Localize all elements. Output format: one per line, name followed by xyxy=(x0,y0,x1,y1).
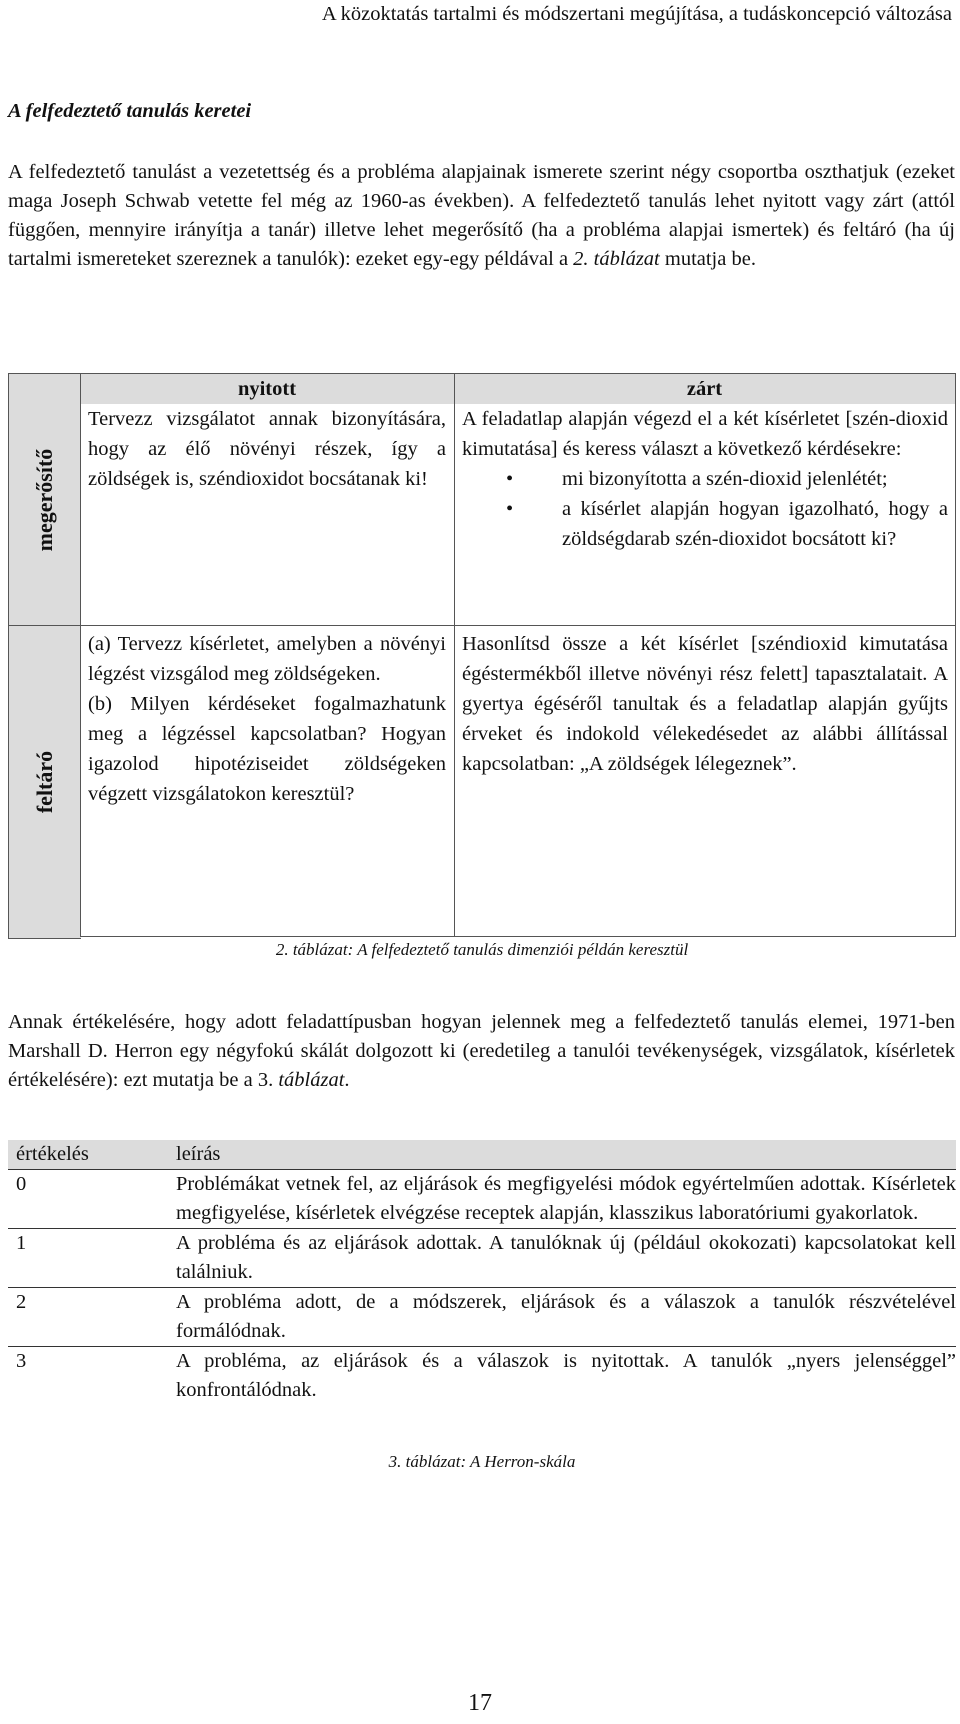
grid-line xyxy=(80,625,956,626)
second-text-end: . xyxy=(344,1069,350,1091)
grid-line xyxy=(80,936,956,937)
intro-text: A felfedeztető tanulást a vezetettség és a probléma alapjainak ismerete szerint négy csoportba oszthatjuk (ezeket maga Joseph Schwab vetette fel még az 1960-as években). A felfedeztető tanulás lehet nyitott vagy zárt (attól függően, mennyire irányítja a tanár) illetve lehet megerősítő (ha a probléma alapjai ismertek) és feltáró (ha új tartalmi ismereteket szereznek a tanulók): ezeket egy-egy példával a xyxy=(8,161,955,270)
col-header-open: nyitott xyxy=(80,373,454,404)
col-header-closed: zárt xyxy=(454,373,955,404)
grid-line xyxy=(454,373,455,937)
table2-caption: 2. táblázat: A felfedeztető tanulás dimenziói példán keresztül xyxy=(275,940,689,959)
cell-exploring-open-b: (b) Milyen kérdéseket fogalmazhatunk meg a légzéssel kapcsolatban? Hogyan igazolod hipotéziseidet zöldségeken végzett vizsgálatokon keresztül? xyxy=(88,693,446,805)
question-item: • mi bizonyította a szén-dioxid jelenlétét; xyxy=(462,464,948,494)
cell-confirming-closed-intro: A feladatlap alapján végezd el a két kísérletet [szén-dioxid kimutatása] és keress választ a következő kérdésekre: xyxy=(462,408,948,460)
herron-scale-table xyxy=(8,1140,956,1405)
row-header-exploring-label: feltáró xyxy=(32,750,57,814)
row-header-confirming-label: megerősítő xyxy=(32,448,57,552)
table3-caption: 3. táblázat: A Herron-skála xyxy=(388,1452,576,1471)
table-header-row xyxy=(8,1140,956,1170)
running-head: A közoktatás tartalmi és módszertani megújítása, a tudáskoncepció változása xyxy=(321,3,952,25)
row-header-confirming xyxy=(8,373,81,626)
cell-confirming-open: Tervezz vizsgálatot annak bizonyítására, hogy az élő növényi részek, így a zöldségek is, széndioxidot bocsátanak ki! xyxy=(88,408,446,490)
intro-table-ref: 2. táblázat xyxy=(573,248,660,270)
exploration-dimensions-table xyxy=(8,373,956,938)
rating-cell: 2 xyxy=(8,1288,168,1347)
description-cell: A probléma és az eljárások adottak. A tanulóknak új (például okokozati) kapcsolatokat kell találniuk. xyxy=(168,1229,956,1288)
grid-line xyxy=(80,373,81,937)
table-row xyxy=(8,1347,956,1406)
page-number: 17 xyxy=(468,1690,492,1716)
description-cell: A probléma, az eljárások és a válaszok is nyitottak. A tanulók „nyers jelenséggel” konfrontálódnak. xyxy=(168,1347,956,1406)
description-cell: Problémákat vetnek fel, az eljárások és megfigyelési módok egyértelműen adottak. Kísérletek megfigyelése, kísérletek elvégzése receptek alapján, klasszikus laboratóriumi gyakorlatok. xyxy=(168,1170,956,1229)
cell-exploring-open-a: (a) Tervezz kísérletet, amelyben a növényi légzést vizsgálod meg zöldségeken. xyxy=(88,633,446,685)
rating-cell: 0 xyxy=(8,1170,168,1229)
table-row xyxy=(8,1170,956,1229)
question-item: • a kísérlet alapján hogyan igazolható, hogy a zöldségdarab szén-dioxidot bocsátott ki? xyxy=(462,494,948,554)
intro-text-end: mutatja be. xyxy=(659,248,756,270)
cell-exploring-open xyxy=(88,629,446,809)
cell-exploring-closed: Hasonlítsd össze a két kísérlet [széndioxid kimutatása égéstermékből illetve növényi rész felett] tapasztalatait. A gyertya égéséről tanultak és a feladatlap alapján gyűjts érveket és indokold vélekedésedet az alábbi állítással kapcsolatban: „A zöldségek lélegeznek”. xyxy=(462,633,948,775)
col-header-description: leírás xyxy=(168,1140,956,1170)
description-cell: A probléma adott, de a módszerek, eljárások és a válaszok a tanulók részvételével formálódnak. xyxy=(168,1288,956,1347)
table-row xyxy=(8,1229,956,1288)
section-title: A felfedeztető tanulás keretei xyxy=(8,100,252,122)
rating-cell: 3 xyxy=(8,1347,168,1406)
col-header-rating: értékelés xyxy=(8,1140,168,1170)
second-text: Annak értékelésére, hogy adott feladattípusban hogyan jelennek meg a felfedeztető tanulás elemei, 1971-ben Marshall D. Herron egy négyfokú skálát dolgozott ki (eredetileg a tanulói tevékenységek, vizsgálatok, kísérletek értékelésére): ezt mutatja be a 3. xyxy=(8,1011,955,1091)
grid-line xyxy=(955,373,956,937)
cell-confirming-closed xyxy=(462,404,948,554)
question-list xyxy=(462,464,948,554)
intro-paragraph xyxy=(8,158,955,274)
table-row xyxy=(8,1288,956,1347)
second-table-ref: táblázat xyxy=(278,1069,345,1091)
row-header-exploring xyxy=(8,625,81,939)
rating-cell: 1 xyxy=(8,1229,168,1288)
second-paragraph xyxy=(8,1008,955,1095)
